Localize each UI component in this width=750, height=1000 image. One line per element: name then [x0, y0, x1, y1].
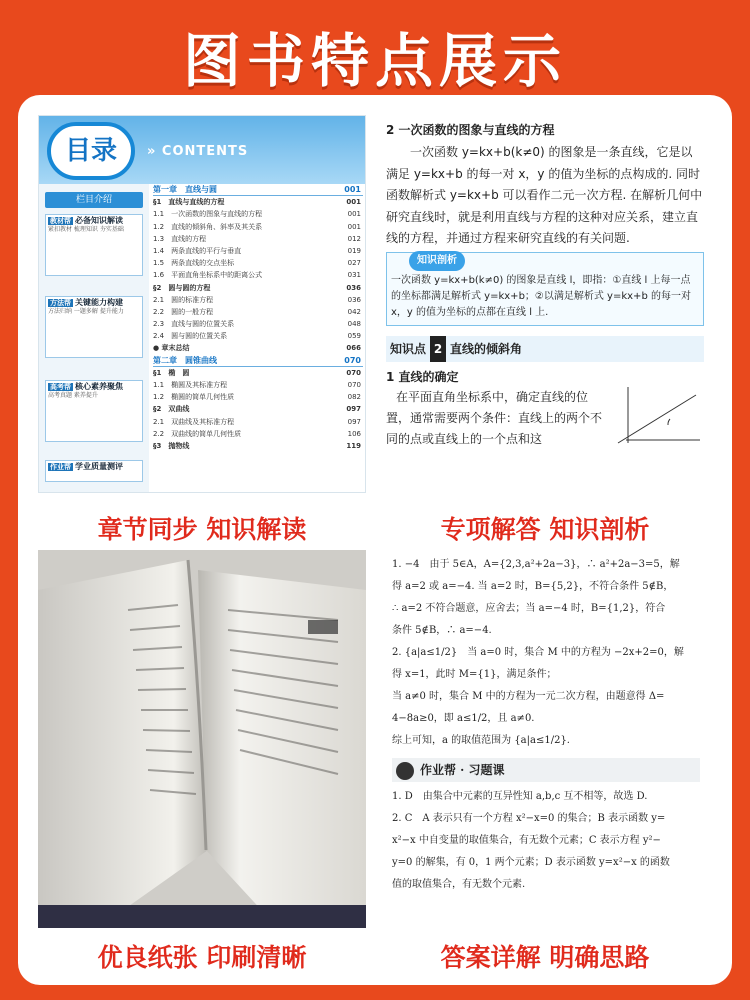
answers-preview: [382, 550, 710, 925]
toc-row-title: 1.4 两条直线的平行与垂直: [153, 246, 242, 255]
toc-row: [153, 306, 363, 318]
toc-row: [153, 269, 363, 281]
paragraph: 一次函数 y=kx+b(k≠0) 的图象是一条直线，它是以满足 y=kx+b 的每一对 x，y 的值为坐标的点构成的. 同时函数解析式 y=kx+b 可以看作二元一次方程. 在解析几何中研究直线时，就是利用直线与方程的这种对应关系，建立直线的方程，并通过方程来研究直线的有关问题.: [386, 145, 703, 245]
toc-row-page: 019: [347, 246, 361, 255]
toc-row-title: 2.2 圆的一般方程: [153, 307, 214, 316]
toc-row: [153, 221, 363, 233]
toc-row-page: 027: [347, 259, 361, 268]
toc-row: [153, 416, 363, 428]
toc-row: [153, 379, 363, 391]
sidebar-tag: 教材帮: [50, 217, 71, 225]
axis-diagram-icon: [616, 385, 702, 445]
sidebar-title: 栏目介绍: [45, 192, 143, 208]
toc-row-page: 001: [344, 185, 361, 194]
toc-row-title: 1.3 直线的方程: [153, 234, 207, 243]
sidebar-label: 关键能力构建: [75, 298, 123, 307]
toc-row-page: 097: [347, 417, 361, 426]
knowledge-point-bar: [386, 336, 704, 362]
answer-block: [392, 786, 700, 896]
toc-row-title: 1.2 椭圆的简单几何性质: [153, 393, 235, 402]
caption: 章节同步 知识解读: [97, 515, 307, 544]
toc-row: [153, 318, 363, 330]
toc-row: [153, 342, 363, 354]
toc-row-page: 001: [346, 198, 361, 207]
toc-row-title: 2.3 直线与圆的位置关系: [153, 320, 235, 329]
toc-row-page: 070: [347, 381, 361, 389]
sidebar-text: 高考真题 素养提升: [48, 392, 98, 399]
sidebar-tag: 方法帮: [50, 299, 71, 307]
open-book-image: [38, 550, 366, 928]
contents-label: » CONTENTS: [147, 144, 249, 159]
tip-text: 一次函数 y=kx+b(k≠0) 的图象是直线 l，即指：①直线 l 上每一点的坐标都满足解析式 y=kx+b；②以满足解析式 y=kx+b 的每一对 x，y 的值为坐标的点都在直线 l 上.: [391, 274, 691, 318]
toc-row-title: §2 双曲线: [153, 405, 190, 414]
toc-row-title: 1.5 两条直线的交点坐标: [153, 259, 235, 268]
answer-line: 当 a≠0 时，集合 M 中的方程为一元二次方程，由题意得 Δ=: [392, 691, 665, 702]
answer-line: 综上可知，a 的取值范围为 {a|a≤1/2}.: [392, 735, 570, 746]
sidebar-label: 学业质量测评: [75, 462, 123, 471]
paragraph: 在平面直角坐标系中，确定直线的位置，通常需要两个条件：直线上的两个不同的点或直线上的一个点和这: [386, 389, 603, 446]
toc-row: [153, 428, 363, 440]
sidebar-box: [45, 380, 143, 442]
toc-row: [153, 294, 363, 306]
answer-line: 4−8a≥0，即 a≤1/2，且 a≠0.: [392, 713, 535, 724]
answer-line: 值的取值集合，有无数个元素.: [392, 879, 526, 890]
toc-row-page: 106: [347, 429, 361, 438]
toc-row-page: 066: [346, 344, 361, 353]
toc-row-title: §2 圆与圆的方程: [153, 283, 211, 292]
toc-row-page: 001: [347, 210, 361, 219]
target-icon: [396, 762, 414, 780]
toc-row-page: 036: [346, 283, 361, 292]
answer-line: 2. {a|a≤1/2} 当 a=0 时，集合 M 中的方程为 −2x+2=0，解: [392, 647, 684, 658]
toc-row: [153, 208, 363, 220]
toc-row: [153, 330, 363, 342]
toc-row-title: 1.2 直线的倾斜角、斜率及其关系: [153, 222, 263, 231]
caption: 优良纸张 印刷清晰: [97, 943, 307, 972]
toc-preview: [38, 115, 366, 493]
toc-row: [153, 355, 363, 367]
answer-line: x²−x 中自变量的取值集合，有无数个元素；C 表示方程 y²−: [392, 835, 661, 846]
toc-row: [153, 233, 363, 245]
sidebar-text: 紧扣教材 梳理知识 夯实基础: [48, 226, 124, 233]
answer-line: 条件 5∉B，∴ a=−4.: [392, 625, 492, 636]
toc-row-page: 070: [346, 368, 361, 377]
toc-row-page: 070: [344, 355, 361, 365]
toc-row-title: 2.1 圆的标准方程: [153, 295, 214, 304]
sidebar-text: 方法归纳 一题多解 提升能力: [48, 308, 124, 315]
toc-row-title: 1.6 平面直角坐标系中的距离公式: [153, 271, 263, 280]
sidebar-box: [45, 460, 143, 482]
toc-badge: 目录: [47, 122, 135, 180]
toc-row: [153, 440, 363, 452]
toc-row-page: 036: [347, 295, 361, 304]
section-heading: 2 一次函数的图象与直线的方程: [386, 123, 555, 137]
toc-row: [153, 245, 363, 257]
toc-row-title: 2.1 双曲线及其标准方程: [153, 417, 235, 426]
toc-row: [153, 403, 363, 415]
answer-line: 得 x=1，此时 M={1}，满足条件；: [392, 669, 557, 680]
toc-row-page: 048: [347, 320, 361, 329]
toc-row-title: 1.1 一次函数的图象与直线的方程: [153, 210, 263, 219]
toc-row-title: §1 椭 圆: [153, 368, 190, 377]
answer-line: 得 a=2 或 a=−4. 当 a=2 时，B={5,2}，不符合条件 5∉B，: [392, 581, 674, 592]
toc-row-title: §1 直线与直线的方程: [153, 198, 225, 207]
sub-heading: 1 直线的确定: [386, 369, 459, 384]
toc-row: [153, 257, 363, 269]
kp-title: 直线的倾斜角: [450, 341, 523, 356]
toc-row-page: 001: [347, 222, 361, 231]
answer-block: [392, 554, 700, 752]
toc-row: [153, 184, 363, 196]
section-title: 作业帮 · 习题课: [420, 763, 505, 777]
text-preview: [380, 115, 710, 495]
answer-line: ∴ a=2 不符合题意，应舍去；当 a=−4 时，B={1,2}，符合: [392, 603, 666, 614]
toc-header: [39, 116, 366, 184]
tip-label: 知识剖析: [409, 251, 465, 271]
answer-line: 1. D 由集合中元素的互异性知 a,b,c 互不相等，故选 D.: [392, 791, 648, 802]
tip-box: [386, 252, 704, 326]
toc-row-page: 012: [347, 234, 361, 243]
answer-line: y=0 的解集，有 0，1 两个元素；D 表示函数 y=x²−x 的函数: [392, 857, 670, 868]
sidebar-tag: 高考帮: [50, 383, 71, 391]
sidebar-box: [45, 296, 143, 358]
toc-row-title: 第二章 圆锥曲线: [153, 355, 217, 365]
toc-row-page: 097: [346, 405, 361, 414]
toc-row-page: 031: [347, 271, 361, 280]
toc-sidebar: [39, 184, 149, 493]
para2-wrap: [386, 387, 704, 450]
sidebar-label: 必备知识解读: [75, 216, 123, 225]
toc-list: [153, 184, 363, 452]
page-title: 图书特点展示: [182, 27, 567, 95]
kp-number: 2: [430, 336, 446, 362]
toc-row-page: 082: [347, 393, 361, 402]
toc-row-title: ● 章末总结: [153, 344, 190, 353]
toc-row: [153, 367, 363, 379]
toc-row-title: 第一章 直线与圆: [153, 185, 217, 194]
toc-row: [153, 196, 363, 208]
answer-line: 2. C A 表示只有一个方程 x²−x=0 的集合；B 表示函数 y=: [392, 813, 666, 824]
toc-row-title: 2.2 双曲线的简单几何性质: [153, 429, 242, 438]
toc-row-title: 2.4 圆与圆的位置关系: [153, 332, 228, 341]
toc-row-title: 1.1 椭圆及其标准方程: [153, 381, 228, 389]
toc-row: [153, 391, 363, 403]
sidebar-label: 核心素养聚焦: [75, 382, 123, 391]
caption: 答案详解 明确思路: [440, 943, 650, 972]
toc-row-page: 119: [346, 441, 361, 450]
toc-row-title: §3 抛物线: [153, 441, 190, 450]
caption: 专项解答 知识剖析: [440, 515, 650, 544]
toc-row-page: 042: [347, 307, 361, 316]
toc-row: [153, 282, 363, 294]
toc-row-page: 059: [347, 332, 361, 341]
sidebar-tag: 作业帮: [50, 463, 71, 471]
sidebar-box: [45, 214, 143, 276]
answer-line: 1. −4 由于 5∈A，A={2,3,a²+2a−3}，∴ a²+2a−3=5，解: [392, 559, 680, 570]
book-photo: [38, 550, 366, 928]
kp-prefix: 知识点: [390, 341, 427, 356]
homework-section-bar: [392, 758, 700, 782]
